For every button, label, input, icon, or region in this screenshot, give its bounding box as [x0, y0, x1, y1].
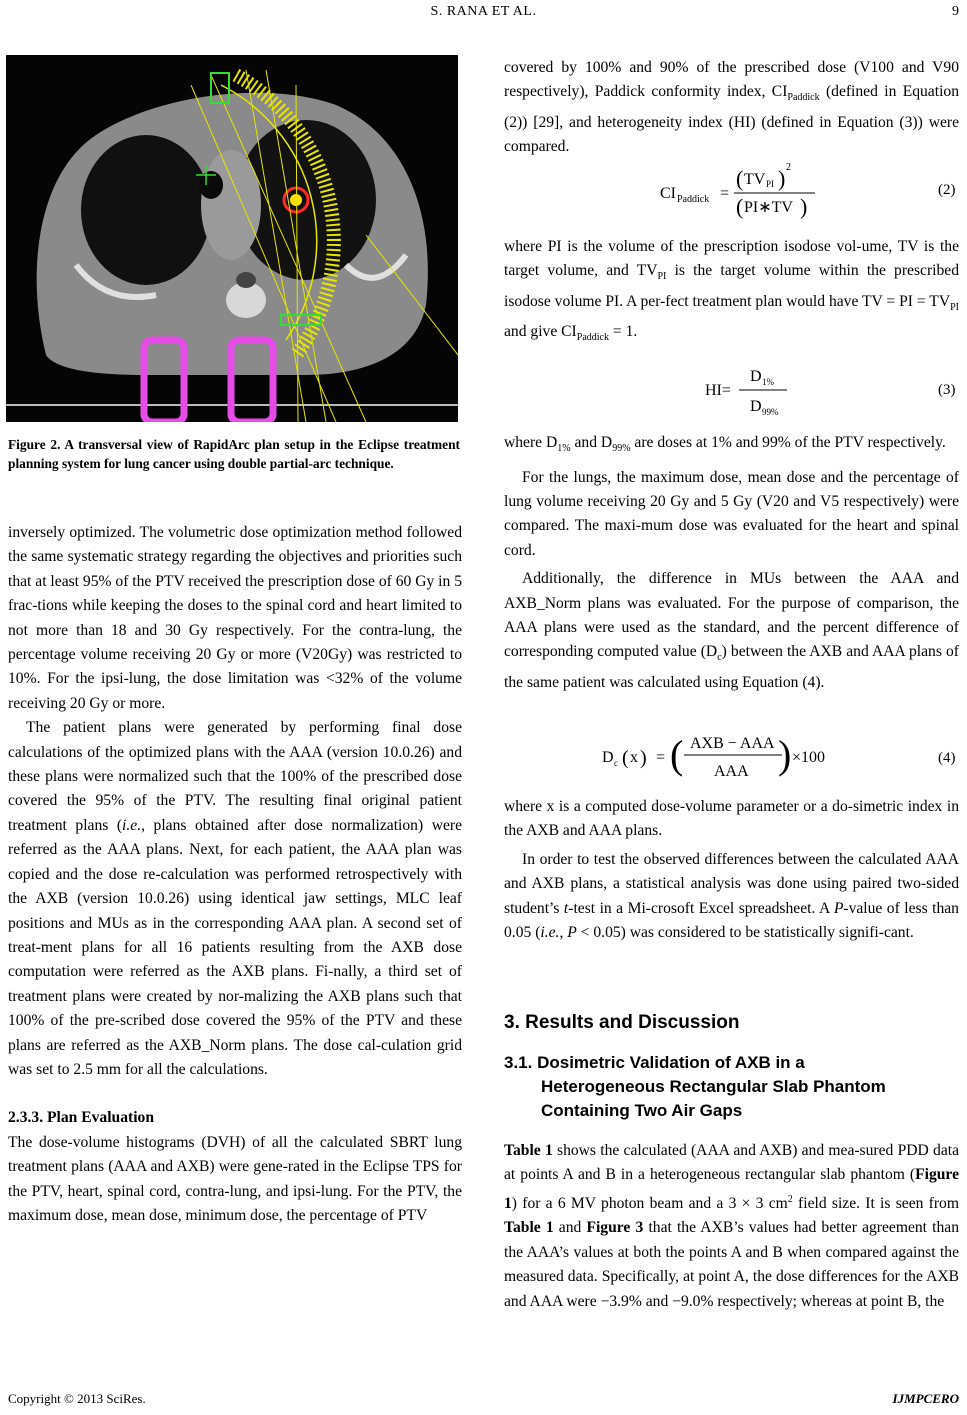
svg-text:×100: ×100 — [792, 749, 826, 766]
svg-text:AXB − AAA: AXB − AAA — [690, 735, 775, 752]
svg-text:AAA: AAA — [714, 763, 749, 780]
svg-text:D: D — [750, 368, 762, 385]
section-heading-2-3-3: 2.3.3. Plan Evaluation — [8, 1109, 155, 1127]
right-paragraph-2: where PI is the volume of the prescription isodose vol-ume, TV is the target volume, and $TV_{PI}$ is the target volume within the prescribed isodose volume PI. A per-fect treatment plan would have TV = PI = $TV_{PI}$ and give $CI_{Paddick} = 1$. — [504, 238, 959, 344]
svg-text:Paddick: Paddick — [677, 194, 710, 205]
svg-text:): ) — [778, 732, 792, 777]
svg-text:TV: TV — [744, 171, 766, 188]
left-paragraph-2: The patient plans were generated by performing final dose calculations of the optimized plans with the AAA (version 10.0.26) and these plans were normalized such that the 100% of the prescribed dose covered the 95% of the PTV. The resulting final original patient treatment plans (i.e., plans obtained after dose normalization) were referred as the AAA plans. Next, for each patient, the AAA plan was copied and the dose re-calculation was performed retrospectively with the AXB (version 10.0.26) using identical jaw settings, MLC leaf positions and MUs as in the corresponding AAA plan. A second set of treat-ment plans for all 16 patients resulting from the AXB dose computation were referred as the AXB plans. Fi-nally, a third set of treatment plans were created by nor-malizing the AXB plans such that 100% of the pre-scribed dose covered the 95% of the PTV and these plans are referred as the AXB_Norm plans. The dose cal-culation grid was set to 2.5 mm for all the calculations. — [8, 719, 462, 1078]
equation-3 — [705, 363, 805, 418]
left-paragraph-1: inversely optimized. The volumetric dose optimization method followed the same systematic strategy regarding the objectives and priorities such that at least 95% of the PTV received the prescription dose of 60 Gy in 5 frac-tions while keeping the doses to the spinal cord and heart limited to not more than 18 and 30 Gy respectively. For the contra-lung, the percentage volume receiving 20 Gy or more (V20Gy) was restricted to 10%. For the ipsi-lung, the dose limitation was <32% of the volume receiving 20 Gy or more. — [8, 524, 462, 712]
running-title: S. RANA ET AL. — [430, 4, 537, 19]
figure-2-ct-image — [6, 55, 458, 422]
footer-journal: IJMPCERO — [892, 1391, 959, 1406]
svg-text:c: c — [614, 758, 618, 768]
svg-text:HI=: HI= — [705, 382, 731, 399]
svg-text:(: ( — [622, 747, 629, 769]
svg-text:=: = — [656, 749, 666, 766]
right-paragraphs-6-7: where x is a computed dose-volume parameter or a do-simetric index in the AXB and AAA plans. In order to test the observed differences between the calculated AAA and AXB plans, a statistical analysis was done using paired two-sided student’s t-test in a Mi-crosoft Excel spreadsheet. A P-value of less than 0.05 (i.e., P < 0.05) was considered to be statistically signifi-cant. — [504, 798, 959, 942]
svg-text:2: 2 — [786, 162, 791, 173]
equation-4-number: (4) — [938, 750, 956, 766]
svg-text:CI: CI — [660, 185, 676, 202]
svg-text:D: D — [750, 398, 762, 415]
svg-text:D: D — [602, 749, 614, 766]
equation-2 — [660, 160, 830, 220]
left-column — [8, 521, 462, 1228]
section-heading-3-1: 3.1. Dosimetric Validation of AXB in a Heterogeneous Rectangular Slab Phantom Containing Two Air Gaps — [504, 1053, 886, 1120]
equation-4 — [602, 730, 832, 790]
section-heading-3: 3. Results and Discussion — [504, 1012, 740, 1033]
svg-text:(: ( — [736, 166, 744, 191]
svg-text:PI: PI — [766, 179, 775, 189]
footer-copyright: Copyright © 2013 SciRes. — [8, 1391, 146, 1406]
ct-scan-illustration — [6, 55, 458, 422]
svg-text:=: = — [720, 185, 730, 202]
equation-2-number: (2) — [938, 182, 956, 198]
left-paragraph-3: The dose-volume histograms (DVH) of all the calculated SBRT lung treatment plans (AAA and AXB) were gene-rated in the Eclipse TPS for the PTV, heart, spinal cord, contra-lung, and ipsi-lung. For the PTV, the maximum dose, mean dose, minimum dose, the percentage of PTV — [8, 1133, 462, 1224]
svg-text:PI∗TV: PI∗TV — [744, 199, 793, 216]
right-paragraph-1: covered by 100% and 90% of the prescribed dose (V100 and V90 respectively), Paddick conformity index, $CI_{Paddick}$ (defined in Equation (2)) [29], and heterogeneity index (HI) (defined in Equation (3)) were compared. — [504, 59, 959, 156]
page-number: 9 — [952, 4, 959, 19]
svg-text:): ) — [778, 166, 786, 191]
right-paragraph-8: Table 1 shows the calculated (AAA and AXB) and mea-sured PDD data at points A and B in a heterogeneous rectangular slab phantom (Figure 1) for a 6 MV photon beam and a 3 × 3 $cm^2$ field size. It is seen from Table 1 and Figure 3 that the AXB’s values had better agreement than the AAA’s values at both the points A and B when compared against the measured data. Specifically, at point A, the dose differences for the AXB and AAA were −3.9% and −9.0% respectively; whereas at point B, the — [504, 1142, 960, 1310]
right-paragraphs-3-5: where $D_{1\%}$ and $D_{99\%}$ are doses at 1% and 99% of the PTV respectively. For the lungs, the maximum dose, mean dose and the percentage of lung volume receiving 20 Gy and 5 Gy (V20 and V5 respectively) were compared. The maxi-mum dose was evaluated for the heart and spinal cord. Additionally, the difference in MUs between the AAA and AXB_Norm plans was evaluated. For the purpose of comparison, the AAA plans were used as the standard, and the percent difference of corresponding computed value $(D_c)$ between the AXB and AAA plans of the same patient was calculated using Equation (4). — [504, 434, 959, 691]
figure-2-caption: Figure 2. A transversal view of RapidArc plan setup in the Eclipse treatment planning system for lung cancer using double partial-arc technique. — [8, 437, 460, 471]
svg-text:1%: 1% — [762, 377, 774, 387]
svg-text:): ) — [800, 194, 808, 219]
svg-text:): ) — [640, 747, 647, 769]
svg-text:99%: 99% — [762, 407, 779, 417]
svg-text:x: x — [630, 749, 638, 766]
svg-text:(: ( — [736, 194, 744, 219]
svg-text:(: ( — [670, 732, 684, 777]
equation-3-number: (3) — [938, 382, 956, 398]
